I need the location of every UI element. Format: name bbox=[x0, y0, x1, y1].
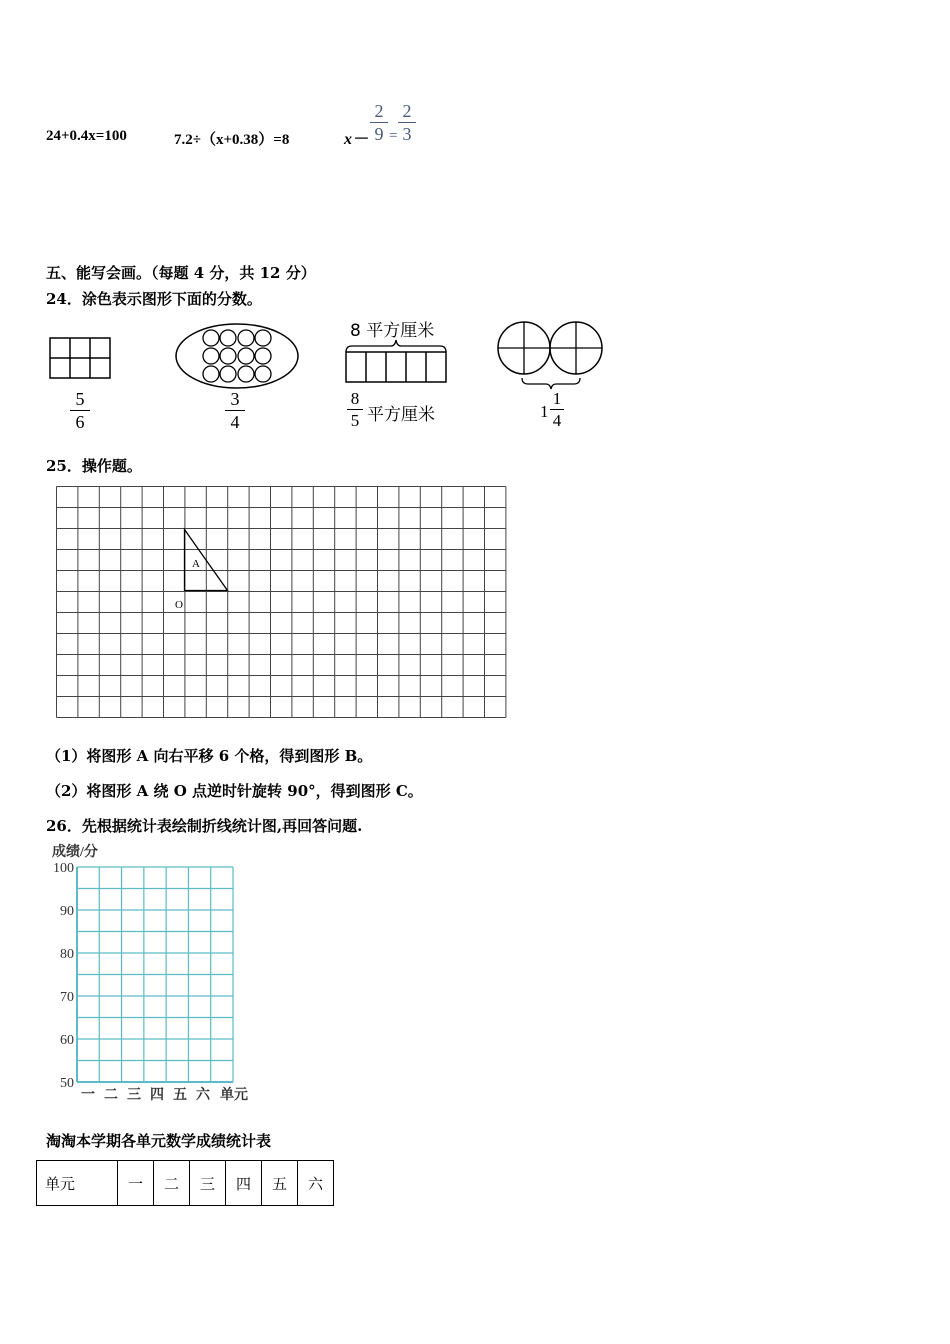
task-2: （2）将图形 A 绕 O 点逆时针旋转 90°，得到图形 C。 bbox=[46, 782, 423, 800]
y-tick-label: 70 bbox=[60, 990, 74, 1005]
figure-3-unit: 平方厘米 bbox=[367, 405, 435, 425]
x-tick-label: 四 bbox=[150, 1088, 164, 1103]
figure-rectangle-grid bbox=[48, 336, 114, 382]
circle bbox=[220, 330, 236, 346]
y-tick-label: 100 bbox=[53, 861, 74, 876]
circle bbox=[238, 348, 254, 364]
table-header-cell: 五 bbox=[262, 1161, 298, 1206]
x-tick-label: 三 bbox=[127, 1088, 141, 1103]
table-header-cell: 二 bbox=[154, 1161, 190, 1206]
circle bbox=[238, 330, 254, 346]
y-tick-label: 90 bbox=[60, 904, 74, 919]
equation-3-equals: = bbox=[389, 128, 398, 144]
y-tick-label: 60 bbox=[60, 1033, 74, 1048]
table-header-cell: 三 bbox=[190, 1161, 226, 1206]
section-5-title: 五、能写会画。（每题 4 分，共 12 分） bbox=[46, 264, 316, 282]
line-chart bbox=[40, 840, 270, 1105]
equation-3-fraction-2: 2 3 bbox=[398, 102, 416, 143]
figure-4-whole: 1 bbox=[540, 402, 549, 421]
question-26-title: 26．先根据统计表绘制折线统计图,再回答问题. bbox=[46, 817, 363, 835]
grid-paper bbox=[56, 486, 509, 719]
equation-3-prefix: x－ bbox=[344, 131, 369, 148]
y-tick-label: 50 bbox=[60, 1076, 74, 1091]
figure-4-fraction: 1 4 bbox=[550, 390, 564, 429]
brace-icon bbox=[346, 340, 446, 352]
table-header-cell: 六 bbox=[298, 1161, 334, 1206]
equation-3-fraction-1: 2 9 bbox=[370, 102, 388, 143]
brace-icon bbox=[522, 378, 580, 389]
point-o-label: O bbox=[175, 599, 183, 611]
circle bbox=[255, 366, 271, 382]
shape-a-label: A bbox=[192, 558, 200, 570]
table-header-cell: 一 bbox=[118, 1161, 154, 1206]
circle bbox=[255, 348, 271, 364]
y-axis-label: 成绩/分 bbox=[52, 845, 98, 860]
circle bbox=[203, 330, 219, 346]
table-header-cell: 单元 bbox=[37, 1161, 118, 1206]
x-tick-label: 一 bbox=[81, 1088, 95, 1103]
table-header-cell: 四 bbox=[226, 1161, 262, 1206]
figure-two-circles bbox=[496, 318, 608, 390]
x-axis-label: 单元 bbox=[220, 1088, 248, 1103]
figure-1-fraction: 5 6 bbox=[70, 390, 90, 431]
question-25-title: 25．操作题。 bbox=[46, 457, 142, 475]
figure-3-top-label: 8 平方厘米 bbox=[350, 321, 435, 341]
circle bbox=[203, 348, 219, 364]
equation-2: 7.2÷（x+0.38）=8 bbox=[174, 132, 290, 148]
circle bbox=[238, 366, 254, 382]
equation-1: 24+0.4x=100 bbox=[46, 128, 127, 144]
score-table bbox=[36, 1160, 334, 1206]
figure-3-fraction: 8 5 bbox=[347, 390, 363, 429]
table-title: 淘淘本学期各单元数学成绩统计表 bbox=[46, 1132, 272, 1150]
task-1: （1）将图形 A 向右平移 6 个格，得到图形 B。 bbox=[46, 747, 373, 765]
circle bbox=[203, 366, 219, 382]
table-row bbox=[37, 1161, 334, 1206]
circle bbox=[255, 330, 271, 346]
figure-ellipse-circles bbox=[174, 322, 302, 390]
y-tick-label: 80 bbox=[60, 947, 74, 962]
x-tick-label: 二 bbox=[104, 1088, 118, 1103]
circle bbox=[220, 366, 236, 382]
x-tick-label: 六 bbox=[196, 1088, 210, 1103]
circle bbox=[220, 348, 236, 364]
question-24-title: 24．涂色表示图形下面的分数。 bbox=[46, 290, 262, 308]
figure-strip bbox=[342, 338, 452, 386]
figure-2-fraction: 3 4 bbox=[225, 390, 245, 431]
x-tick-label: 五 bbox=[173, 1088, 187, 1103]
